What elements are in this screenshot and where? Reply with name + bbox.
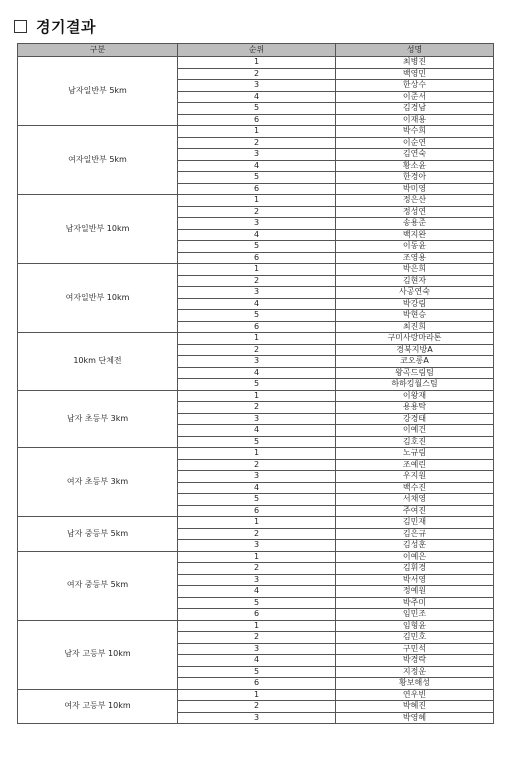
name-cell: 임민조 <box>336 609 494 621</box>
category-cell: 남자일반부 10km <box>18 195 178 264</box>
table-row <box>18 126 494 138</box>
table-row <box>18 517 494 529</box>
name-cell: 백지완 <box>336 229 494 241</box>
rank-cell: 6 <box>178 183 336 195</box>
name-cell: 연우빈 <box>336 689 494 701</box>
rank-cell: 1 <box>178 620 336 632</box>
category-cell: 남자 초등부 3km <box>18 390 178 448</box>
name-cell: 구미사랑마라톤 <box>336 333 494 345</box>
name-cell: 김경남 <box>336 103 494 115</box>
rank-cell: 5 <box>178 241 336 253</box>
name-cell: 박미영 <box>336 183 494 195</box>
checkbox-icon <box>14 20 27 33</box>
table-row <box>18 551 494 563</box>
table-row <box>18 390 494 402</box>
name-cell: 이동윤 <box>336 241 494 253</box>
category-cell: 남자 중등부 5km <box>18 517 178 552</box>
rank-cell: 1 <box>178 195 336 207</box>
results-body <box>18 57 494 724</box>
name-cell: 이순연 <box>336 137 494 149</box>
page-title: 경기결과 <box>36 17 96 36</box>
name-cell: 박혜진 <box>336 701 494 713</box>
name-cell: 용용탁 <box>336 402 494 414</box>
name-cell: 김현자 <box>336 275 494 287</box>
rank-cell: 3 <box>178 287 336 299</box>
name-cell: 송용준 <box>336 218 494 230</box>
name-cell: 박서영 <box>336 574 494 586</box>
name-cell: 박강림 <box>336 298 494 310</box>
name-cell: 경북지방A <box>336 344 494 356</box>
rank-cell: 1 <box>178 390 336 402</box>
rank-cell: 5 <box>178 436 336 448</box>
name-cell: 박영혜 <box>336 712 494 724</box>
name-cell: 이재용 <box>336 114 494 126</box>
name-cell: 노규림 <box>336 448 494 460</box>
category-cell: 남자일반부 5km <box>18 57 178 126</box>
name-cell: 박주미 <box>336 597 494 609</box>
category-cell: 여자일반부 10km <box>18 264 178 333</box>
name-cell: 김은규 <box>336 528 494 540</box>
rank-cell: 2 <box>178 701 336 713</box>
name-cell: 서채영 <box>336 494 494 506</box>
name-cell: 강경태 <box>336 413 494 425</box>
name-cell: 김연숙 <box>336 149 494 161</box>
name-cell: 코오롱A <box>336 356 494 368</box>
rank-cell: 6 <box>178 321 336 333</box>
category-cell: 남자 고등부 10km <box>18 620 178 689</box>
rank-cell: 2 <box>178 206 336 218</box>
name-cell: 최진희 <box>336 321 494 333</box>
rank-cell: 1 <box>178 333 336 345</box>
rank-cell: 5 <box>178 172 336 184</box>
name-cell: 정은산 <box>336 195 494 207</box>
rank-cell: 5 <box>178 379 336 391</box>
rank-cell: 3 <box>178 643 336 655</box>
name-cell: 왕곡드림팀 <box>336 367 494 379</box>
name-cell: 구민석 <box>336 643 494 655</box>
rank-cell: 4 <box>178 91 336 103</box>
rank-cell: 2 <box>178 275 336 287</box>
rank-cell: 5 <box>178 597 336 609</box>
name-cell: 이예은 <box>336 551 494 563</box>
category-cell: 여자 고등부 10km <box>18 689 178 724</box>
rank-cell: 5 <box>178 494 336 506</box>
rank-cell: 3 <box>178 80 336 92</box>
category-cell: 여자 중등부 5km <box>18 551 178 620</box>
rank-cell: 3 <box>178 149 336 161</box>
name-cell: 김민재 <box>336 517 494 529</box>
rank-cell: 3 <box>178 540 336 552</box>
name-cell: 정성연 <box>336 206 494 218</box>
section-header <box>14 16 96 36</box>
table-row <box>18 689 494 701</box>
name-cell: 김민호 <box>336 632 494 644</box>
rank-cell: 6 <box>178 505 336 517</box>
table-row <box>18 333 494 345</box>
rank-cell: 4 <box>178 229 336 241</box>
name-cell: 우지원 <box>336 471 494 483</box>
rank-cell: 4 <box>178 298 336 310</box>
table-row <box>18 448 494 460</box>
rank-cell: 1 <box>178 689 336 701</box>
rank-cell: 6 <box>178 252 336 264</box>
table-row <box>18 620 494 632</box>
name-cell: 이왕재 <box>336 390 494 402</box>
rank-cell: 6 <box>178 114 336 126</box>
name-cell: 황소윤 <box>336 160 494 172</box>
rank-cell: 2 <box>178 402 336 414</box>
table-row <box>18 57 494 69</box>
rank-cell: 5 <box>178 103 336 115</box>
name-cell: 지정운 <box>336 666 494 678</box>
name-cell: 한상수 <box>336 80 494 92</box>
name-cell: 김휘경 <box>336 563 494 575</box>
results-table <box>17 43 494 724</box>
name-cell: 김성훈 <box>336 540 494 552</box>
rank-cell: 3 <box>178 574 336 586</box>
name-cell: 조영용 <box>336 252 494 264</box>
rank-cell: 4 <box>178 425 336 437</box>
table-header-row <box>18 44 494 57</box>
name-cell: 박경락 <box>336 655 494 667</box>
rank-cell: 1 <box>178 57 336 69</box>
name-cell: 한경아 <box>336 172 494 184</box>
name-cell: 조예린 <box>336 459 494 471</box>
rank-cell: 3 <box>178 218 336 230</box>
rank-cell: 4 <box>178 482 336 494</box>
name-cell: 백수진 <box>336 482 494 494</box>
name-cell: 주여진 <box>336 505 494 517</box>
name-cell: 박수희 <box>336 126 494 138</box>
rank-cell: 5 <box>178 310 336 322</box>
name-cell: 황보해성 <box>336 678 494 690</box>
rank-cell: 1 <box>178 448 336 460</box>
rank-cell: 1 <box>178 517 336 529</box>
rank-cell: 5 <box>178 666 336 678</box>
name-cell: 김호진 <box>336 436 494 448</box>
rank-cell: 3 <box>178 356 336 368</box>
name-cell: 하하킹월스팀 <box>336 379 494 391</box>
rank-cell: 4 <box>178 367 336 379</box>
name-cell: 박현승 <box>336 310 494 322</box>
rank-cell: 2 <box>178 137 336 149</box>
rank-cell: 2 <box>178 459 336 471</box>
name-cell: 임형윤 <box>336 620 494 632</box>
table-row <box>18 195 494 207</box>
rank-cell: 4 <box>178 160 336 172</box>
table-row <box>18 264 494 276</box>
name-cell: 이준서 <box>336 91 494 103</box>
name-cell: 박은희 <box>336 264 494 276</box>
name-cell: 사공연숙 <box>336 287 494 299</box>
category-cell: 10km 단체전 <box>18 333 178 391</box>
column-header-name: 성명 <box>336 44 494 57</box>
column-header-rank: 순위 <box>178 44 336 57</box>
category-cell: 여자일반부 5km <box>18 126 178 195</box>
name-cell: 이예건 <box>336 425 494 437</box>
rank-cell: 3 <box>178 413 336 425</box>
category-cell: 여자 초등부 3km <box>18 448 178 517</box>
rank-cell: 1 <box>178 551 336 563</box>
name-cell: 최병진 <box>336 57 494 69</box>
rank-cell: 2 <box>178 344 336 356</box>
rank-cell: 2 <box>178 528 336 540</box>
column-header-category: 구분 <box>18 44 178 57</box>
rank-cell: 3 <box>178 471 336 483</box>
rank-cell: 4 <box>178 586 336 598</box>
rank-cell: 2 <box>178 68 336 80</box>
rank-cell: 2 <box>178 563 336 575</box>
rank-cell: 4 <box>178 655 336 667</box>
rank-cell: 6 <box>178 678 336 690</box>
name-cell: 백영민 <box>336 68 494 80</box>
rank-cell: 1 <box>178 126 336 138</box>
rank-cell: 3 <box>178 712 336 724</box>
name-cell: 정예원 <box>336 586 494 598</box>
rank-cell: 1 <box>178 264 336 276</box>
rank-cell: 2 <box>178 632 336 644</box>
rank-cell: 6 <box>178 609 336 621</box>
